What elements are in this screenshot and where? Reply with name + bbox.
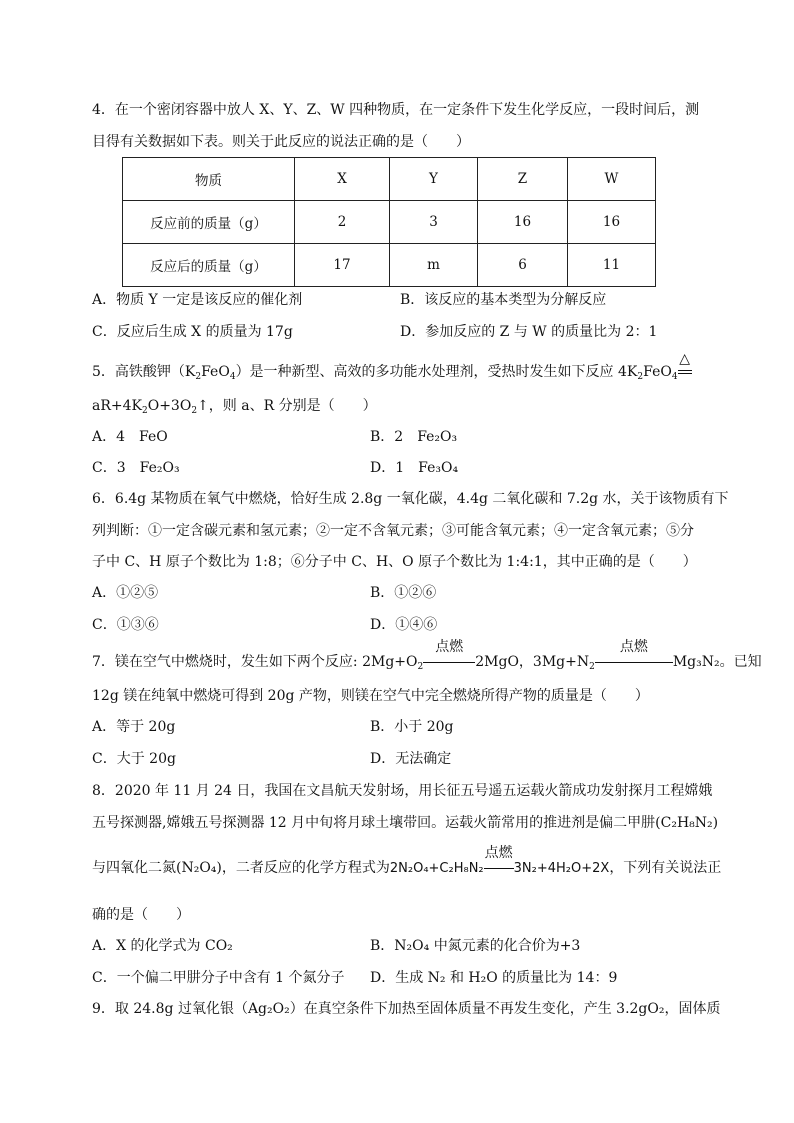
delta-symbol: △ [679, 351, 690, 367]
table-cell: m [390, 244, 478, 287]
heat-condition [678, 351, 692, 382]
table-header-cell: X [295, 158, 390, 201]
ignite-condition: 点燃 [595, 652, 673, 672]
table-cell: 11 [568, 244, 656, 287]
q7-option-a: A．等于 20g [92, 719, 176, 735]
table-cell: 3 [390, 201, 478, 244]
q5-option-c: C．3 Fe₂O₃ [92, 460, 180, 476]
table-cell: 反应后的质量（g） [123, 244, 295, 287]
q6-option-b: B．①②⑥ [370, 585, 437, 601]
table-header-row [123, 158, 656, 201]
q4-data-table [122, 157, 656, 287]
reaction-equation-right: 3N₂+4H₂O+2X [513, 861, 610, 876]
q6-option-a: A．①②⑤ [92, 585, 159, 601]
q8-option-d: D．生成 N₂ 和 H₂O 的质量比为 14：9 [370, 970, 618, 986]
table-header-cell: Z [478, 158, 568, 201]
q6-option-d: D．①④⑥ [370, 617, 438, 633]
q4-option-b: B．该反应的基本类型为分解反应 [400, 292, 607, 308]
table-header-cell: Y [390, 158, 478, 201]
q4-option-a: A．物质 Y 一定是该反应的催化剂 [92, 292, 303, 308]
ignite-condition: 点燃 [484, 858, 514, 878]
q4-option-c: C．反应后生成 X 的质量为 17g [92, 324, 293, 340]
table-row [123, 201, 656, 244]
q7-option-b: B．小于 20g [370, 719, 454, 735]
q5-option-d: D．1 Fe₃O₄ [370, 460, 459, 476]
q6-line-2: 列判断：①一定含碳元素和氢元素；②一定不含氧元素；③可能含氧元素；④一定含氧元素；⑤分 [92, 523, 694, 539]
q4-line-2: 目得有关数据如下表。则关于此反应的说法正确的是（ ） [92, 134, 470, 150]
q5-line-2: $aR+4K_2O+3O_2↑$，则 a、R 分别是（ ） [92, 398, 377, 416]
table-row [123, 244, 656, 287]
table-header-cell: W [568, 158, 656, 201]
q4-line-1: 4．在一个密闭容器中放人 X、Y、Z、W 四种物质，在一定条件下发生化学反应，一段时间后，测 [92, 102, 700, 118]
table-header-cell: 物质 [123, 158, 295, 201]
q8-line-1: 8．2020 年 11 月 24 日，我国在文昌航天发射场，用长征五号遥五运载火箭成功发射探月工程嫦娥 [92, 783, 713, 799]
q8-option-b: B．N₂O₄ 中氮元素的化合价为+3 [370, 938, 581, 954]
q5-option-a: A．4 FeO [92, 429, 168, 445]
table-cell: 2 [295, 201, 390, 244]
q7-option-d: D．无法确定 [370, 751, 452, 767]
table-cell: 16 [568, 201, 656, 244]
table-cell: 6 [478, 244, 568, 287]
q6-line-3: 子中 C、H 原子个数比为 1:8；⑥分子中 C、H、O 原子个数比为 1:4:1，其中正确的是（ ） [92, 554, 697, 570]
q8-line-4: 确的是（ ） [92, 907, 190, 923]
q6-option-c: C．①③⑥ [92, 617, 159, 633]
table-cell: 16 [478, 201, 568, 244]
q9-line-1: 9．取 24.8g 过氧化银（Ag₂O₂）在真空条件下加热至固体质量不再发生变化，产生 3.2gO₂，固体质 [92, 1001, 721, 1017]
q8-line-2: 五号探测器,嫦娥五号探测器 12 月中旬将月球土壤带回。运载火箭常用的推进剂是偏二甲肼(C₂H₈N₂) [92, 815, 719, 831]
reaction-equation-left: 2N₂O₄+C₂H₈N₂ [389, 861, 484, 876]
q8-option-c: C．一个偏二甲肼分子中含有 1 个氮分子 [92, 970, 345, 986]
q7-line-1: 7．镁在空气中燃烧时，发生如下两个反应: $2Mg+O_2$ 点燃 2MgO，$3Mg+N_2$ 点燃 Mg₃N₂。已知 [92, 639, 762, 672]
q8-option-a: A．X 的化学式为 CO₂ [92, 938, 233, 954]
q5-option-b: B．2 Fe₂O₃ [370, 429, 458, 445]
q7-line-2: 12g 镁在纯氧中燃烧可得到 20g 产物，则镁在空气中完全燃烧所得产物的质量是（ ） [92, 688, 649, 704]
q7-option-c: C．大于 20g [92, 751, 176, 767]
q5-line-1: 5．高铁酸钾$(K_2FeO_4)$是一种新型、高效的多功能水处理剂，受热时发生如下反应 $4K_2FeO_4$ △ [92, 351, 690, 382]
q4-option-d: D．参加反应的 Z 与 W 的质量比为 2：1 [400, 324, 658, 340]
ignite-condition: 点燃 [423, 652, 475, 672]
table-cell: 17 [295, 244, 390, 287]
table-cell: 反应前的质量（g） [123, 201, 295, 244]
q6-line-1: 6．6.4g 某物质在氧气中燃烧，恰好生成 2.8g 一氧化碳，4.4g 二氧化碳和 7.2g 水，关于该物质有下 [92, 491, 729, 507]
q8-line-3: 与四氧化二氮(N₂O₄)，二者反应的化学方程式为2N₂O₄+C₂H₈N₂ 点燃 3N₂+4H₂O+2X，下列有关说法正 [92, 845, 722, 876]
